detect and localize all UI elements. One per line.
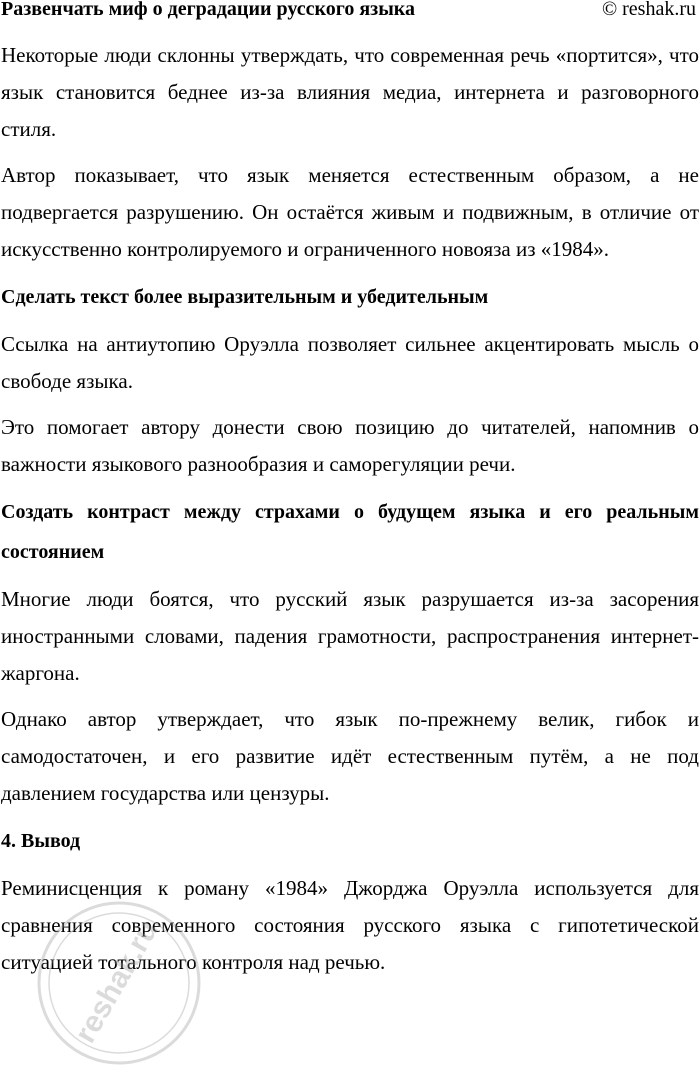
- section-heading-4: 4. Вывод: [1, 830, 81, 852]
- paragraph-1: Некоторые люди склонны утверждать, что современная речь «портится», что язык становится беднее из-за влияния медиа, интернета и разговорного стиля.: [1, 43, 699, 141]
- paragraph-5: Многие люди боятся, что русский язык разрушается из-за засорения иностранными словами, падения грамотности, распространения интернет-жаргона.: [1, 587, 699, 685]
- header-row: [1, 0, 699, 28]
- section-heading-2: Сделать текст более выразительным и убедительным: [1, 286, 489, 308]
- paragraph-4: Это помогает автору донести свою позицию до читателей, напомнив о важности языкового разнообразия и саморегуляции речи.: [1, 415, 699, 476]
- paragraph-2: Автор показывает, что язык меняется естественным образом, а не подвергается разрушению. Он остаётся живым и подвижным, в отличие от искусственно контролируемого и ограниченного новояза из «1984».: [1, 163, 699, 261]
- section-heading-3: Создать контраст между страхами о будущем языка и его реальным состоянием: [1, 501, 699, 563]
- paragraph-6: Однако автор утверждает, что язык по-прежнему велик, гибок и самодостаточен, и его развитие идёт естественным путём, а не под давлением государства или цензуры.: [1, 707, 699, 805]
- stamp-text: reshak.ru: [68, 915, 165, 1049]
- paragraph-7: Реминисценция к роману «1984» Джорджа Оруэлла используется для сравнения современного состояния русского языка с гипотетической ситуацией тотального контроля над речью.: [1, 876, 699, 974]
- site-watermark: © reshak.ru: [601, 0, 696, 20]
- paragraph-3: Ссылка на антиутопию Оруэлла позволяет сильнее акцентировать мысль о свободе языка.: [1, 332, 699, 393]
- section-heading-1: Развенчать миф о деградации русского языка: [1, 0, 416, 20]
